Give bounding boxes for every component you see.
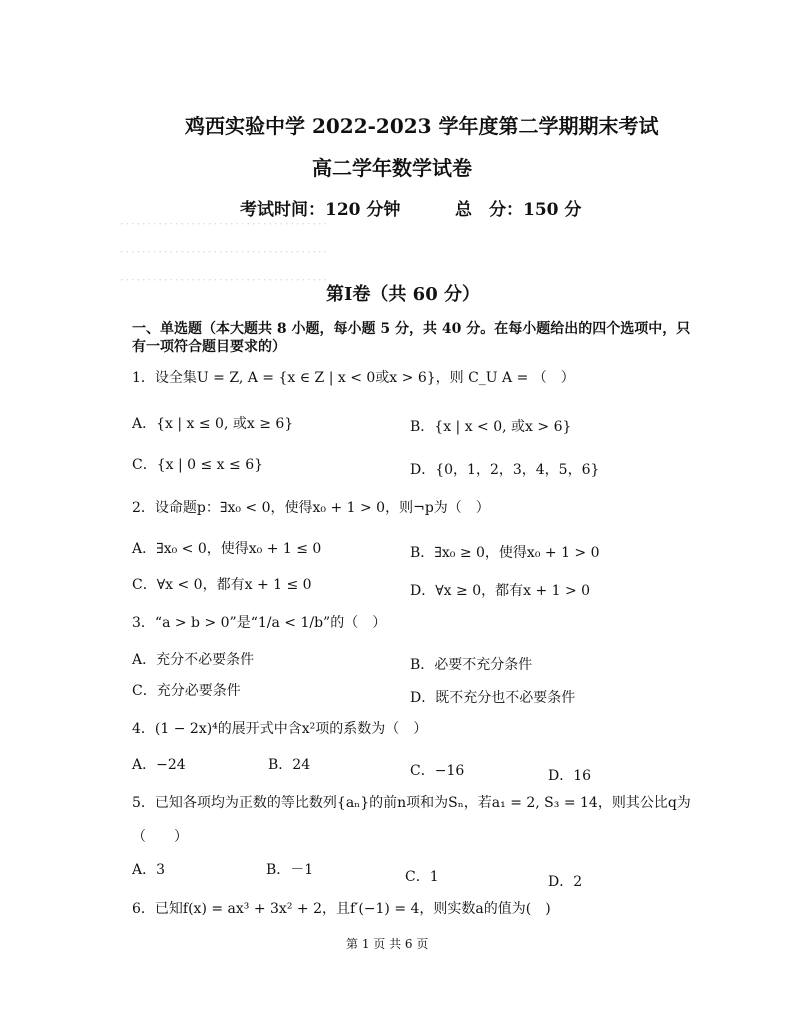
question-5: 5．已知各项均为正数的等比数列{aₙ}的前n项和为Sₙ，若a₁ = 2, S₃ = 14，则其公比q为 [132, 795, 691, 811]
q3-option-a: A．充分不必要条件 [132, 652, 255, 668]
page-number: 第 1 页 共 6 页 [346, 937, 429, 951]
question-3: 3．“a > b > 0”是“1/a < 1/b”的（ ） [132, 615, 387, 631]
exam-time: 考试时间：120 分钟 [240, 200, 401, 220]
q1-option-c: C．{x | 0 ≤ x ≤ 6} [132, 457, 264, 473]
q2-option-b: B．∃x₀ ≥ 0，使得x₀ + 1 > 0 [410, 545, 600, 561]
q1-option-a: A．{x | x ≤ 0, 或x ≥ 6} [132, 416, 294, 432]
question-1: 1．设全集U = Z, A = {x ∈ Z | x < 0或x > 6}，则 C_U A = （ ） [132, 370, 575, 386]
exam-subtitle: 高二学年数学试卷 [312, 156, 472, 180]
question-6: 6．已知f(x) = ax³ + 3x² + 2，且f′(−1) = 4，则实数a的值为( ) [132, 901, 551, 917]
q5-option-a: A．3 [132, 862, 166, 878]
bleed-through-mark: ．．．．．．．．．．．．．．．．．．．．．．．．．．．．．．．．．．．．．． [120, 270, 335, 283]
q3-option-d: D．既不充分也不必要条件 [410, 690, 576, 706]
exam-title: 鸡西实验中学 2022-2023 学年度第二学期期末考试 [185, 114, 659, 138]
section-heading: 一、单选题（本大题共 8 小题，每小题 5 分，共 40 分。在每小题给出的四个选项中，只 [132, 321, 691, 337]
q2-option-c: C．∀x < 0，都有x + 1 ≤ 0 [132, 577, 312, 593]
q2-option-a: A．∃x₀ < 0，使得x₀ + 1 ≤ 0 [132, 541, 322, 557]
q4-option-c: C．−16 [410, 763, 465, 779]
q1-option-b: B．{x | x < 0, 或x > 6} [410, 419, 572, 435]
q4-option-a: A．−24 [132, 757, 186, 773]
q2-option-d: D．∀x ≥ 0，都有x + 1 > 0 [410, 583, 591, 599]
bleed-through-mark: ．．．．．．．．．．．．．．．．．．．．．．．．．．．．．．．．．．．．．． [120, 214, 335, 227]
q5-option-d: D．2 [548, 874, 583, 890]
question-4: 4．(1 − 2x)⁴的展开式中含x²项的系数为（ ） [132, 721, 428, 737]
bleed-through-mark: ．．．．．．．．．．．．．．．．．．．．．．．．．．．．．．．．．．．．．． [120, 242, 335, 255]
section-heading-cont: 有一项符合题目要求的） [132, 339, 286, 355]
part-title: 第Ⅰ卷（共 60 分） [326, 284, 481, 305]
question-2: 2．设命题p：∃x₀ < 0，使得x₀ + 1 > 0，则¬p为（ ） [132, 500, 490, 516]
q1-option-d: D．{0，1，2，3，4，5，6} [410, 462, 600, 478]
question-5-answer-blank: （ ） [132, 829, 188, 845]
q3-option-c: C．充分必要条件 [132, 683, 241, 699]
q5-option-c: C．1 [405, 869, 439, 885]
q3-option-b: B．必要不充分条件 [410, 657, 533, 673]
q5-option-b: B．－1 [266, 862, 314, 878]
total-score: 总 分：150 分 [455, 200, 582, 220]
q4-option-b: B．24 [268, 757, 311, 773]
q4-option-d: D．16 [548, 768, 592, 784]
